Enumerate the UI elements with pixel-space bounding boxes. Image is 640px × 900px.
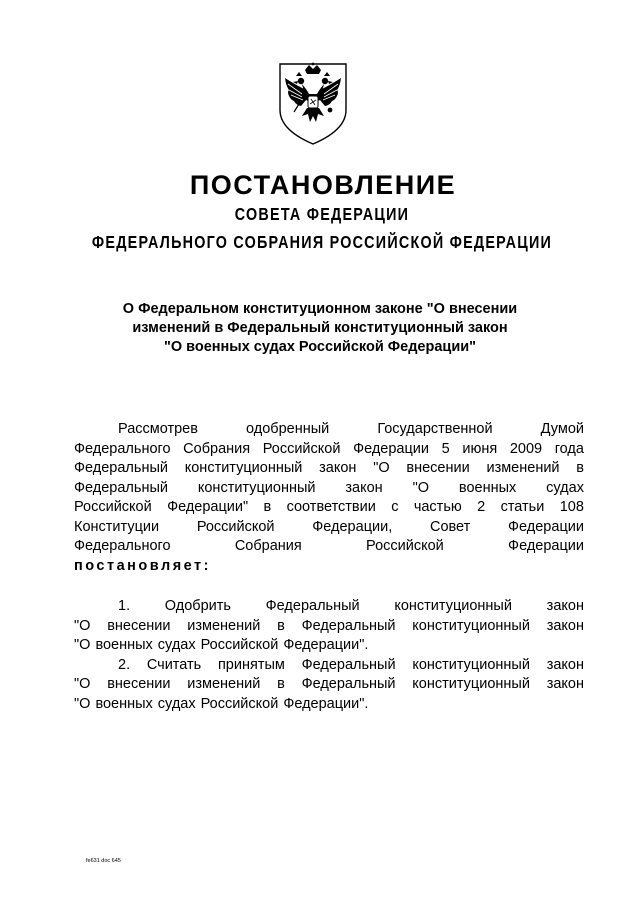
word: военных xyxy=(95,695,153,712)
subject-line: "О военных судах Российской Федерации" xyxy=(163,339,477,355)
preamble-line xyxy=(74,537,584,557)
word: Российской xyxy=(74,499,152,515)
word: Собрания xyxy=(234,538,302,554)
word: принятым xyxy=(217,656,285,673)
word: конституционный xyxy=(412,656,530,673)
word: Федеральный xyxy=(301,676,396,692)
word: судах xyxy=(157,637,196,653)
word: Федерации". xyxy=(283,637,369,653)
issuer-line-2: ФЕДЕРАЛЬНОГО СОБРАНИЯ РОССИЙСКОЙ ФЕДЕРАЦИИ xyxy=(91,232,553,252)
word: закон xyxy=(319,460,357,476)
word: военных xyxy=(458,479,517,496)
word: конституционный xyxy=(184,460,303,476)
word: Федеральный xyxy=(74,460,168,476)
word: конституционный xyxy=(197,479,316,496)
resolution-items xyxy=(74,597,584,714)
word: 108 xyxy=(559,499,584,515)
word: Федеральный xyxy=(265,598,360,614)
word: конституционный xyxy=(412,676,530,692)
item-1-line xyxy=(74,617,584,637)
word: 5 xyxy=(441,440,450,457)
word: Совет xyxy=(429,518,471,535)
document-type-title: ПОСТАНОВЛЕНИЕ xyxy=(189,170,457,200)
coat-of-arms-icon xyxy=(274,60,352,146)
word: Рассмотрев xyxy=(118,421,198,437)
subject-line: изменений в Федеральный конституционный закон xyxy=(132,320,508,336)
word: судах xyxy=(546,479,584,496)
word: 2 xyxy=(477,499,486,515)
word: внесении xyxy=(406,460,470,476)
word: Конституции xyxy=(74,518,160,535)
word: закон xyxy=(546,676,584,692)
word: "О xyxy=(74,695,91,712)
preamble-line xyxy=(74,479,584,499)
word: Российской xyxy=(262,440,341,457)
resolve-word: постановляет: xyxy=(74,557,211,574)
word: "О xyxy=(373,460,390,476)
word: в xyxy=(263,499,272,515)
word: 1. xyxy=(118,598,131,614)
issuer-line-1: СОВЕТА ФЕДЕРАЦИИ xyxy=(234,204,410,224)
word: Российской xyxy=(366,538,444,554)
word: соответствии xyxy=(286,499,376,515)
word: Одобрить xyxy=(164,598,231,614)
word: Государственной xyxy=(377,421,493,437)
word: Собрания xyxy=(183,440,251,457)
word: в xyxy=(277,676,285,692)
word: закон xyxy=(345,479,383,496)
word: Федерации xyxy=(353,440,430,457)
word: в xyxy=(277,617,285,634)
word: 2009 xyxy=(509,440,543,457)
word: Федерации, xyxy=(312,518,393,535)
preamble-line xyxy=(74,498,584,518)
word: конституционный xyxy=(394,598,512,614)
item-1-line xyxy=(74,597,584,617)
word: "О xyxy=(74,637,91,653)
word: 2. xyxy=(118,656,131,673)
resolve-word-line xyxy=(74,557,584,577)
word: закон xyxy=(546,617,584,634)
word: в xyxy=(576,460,584,476)
preamble-line xyxy=(74,440,584,460)
item-1-line xyxy=(74,636,584,656)
word: судах xyxy=(157,695,196,712)
word: внесении xyxy=(107,617,171,634)
word: Федерации". xyxy=(283,695,369,712)
subject-line: О Федеральном конституционном законе "О внесении xyxy=(122,301,518,317)
preamble-line xyxy=(74,420,584,440)
preamble-line xyxy=(74,518,584,538)
item-2-line xyxy=(74,695,584,715)
subject-heading xyxy=(60,300,580,357)
word: Российской xyxy=(196,518,275,535)
word: Федеральный xyxy=(301,656,396,673)
word: внесении xyxy=(107,676,171,692)
preamble-paragraph xyxy=(74,420,584,576)
word: года xyxy=(554,440,584,457)
word: "О xyxy=(74,617,91,634)
word: Российской xyxy=(200,637,279,653)
word: одобренный xyxy=(246,421,330,437)
word: конституционный xyxy=(412,617,530,634)
word: Федерации xyxy=(508,538,584,554)
word: Думой xyxy=(540,421,584,437)
word: Федерации" xyxy=(167,499,249,515)
word: изменений xyxy=(486,460,560,476)
word: Федерального xyxy=(74,538,171,554)
word: статьи xyxy=(500,499,545,515)
word: изменений xyxy=(187,617,261,634)
word: "О xyxy=(412,479,430,496)
word: частью xyxy=(413,499,462,515)
word: закон xyxy=(546,656,584,673)
preamble-line xyxy=(74,459,584,479)
document-code: fe631 doc 645 xyxy=(86,858,121,864)
word: Федерации xyxy=(508,518,584,535)
word: изменений xyxy=(187,676,261,692)
word: Российской xyxy=(200,695,279,712)
item-2-line xyxy=(74,656,584,676)
item-2-line xyxy=(74,675,584,695)
word: "О xyxy=(74,676,91,692)
word: Федерального xyxy=(74,440,171,457)
word: Считать xyxy=(146,656,202,673)
word: военных xyxy=(95,637,153,653)
word: июня xyxy=(462,440,498,457)
word: Федеральный xyxy=(74,479,168,496)
word: с xyxy=(391,499,399,515)
word: Федеральный xyxy=(301,617,396,634)
word: закон xyxy=(546,598,584,614)
